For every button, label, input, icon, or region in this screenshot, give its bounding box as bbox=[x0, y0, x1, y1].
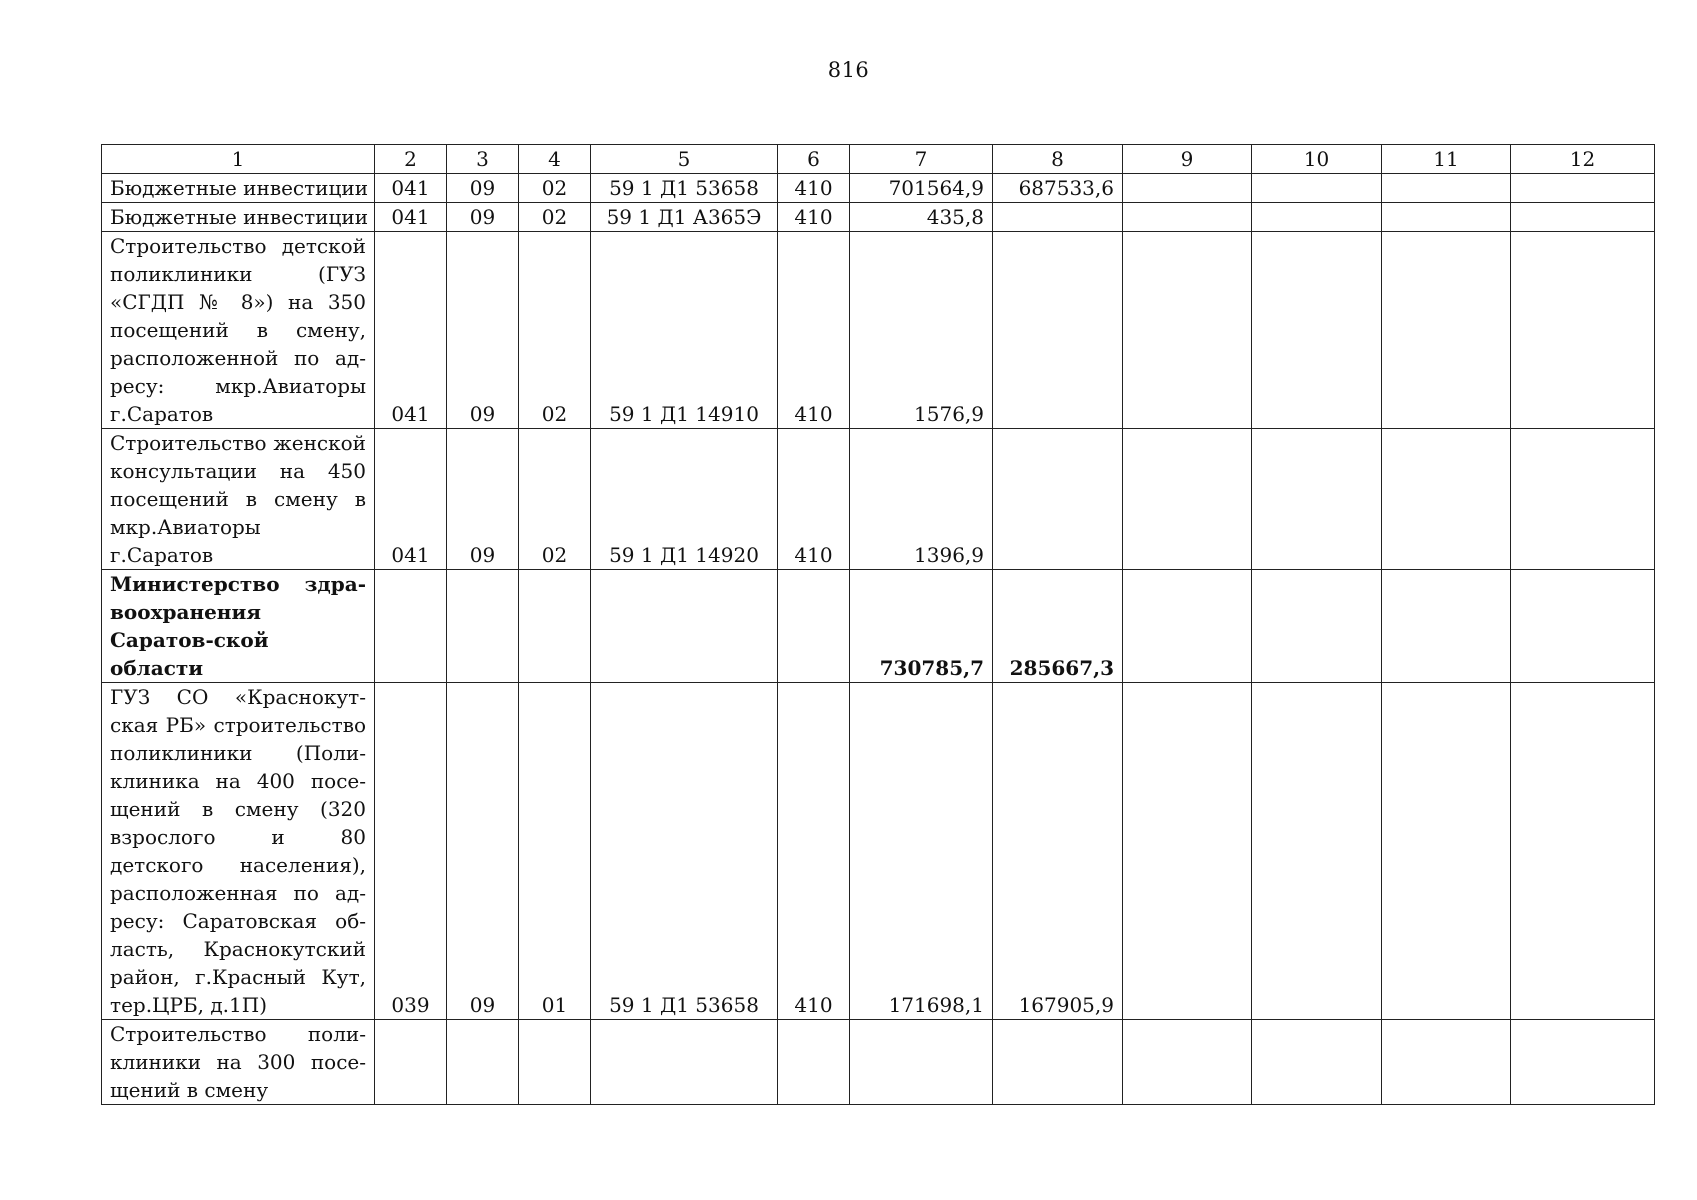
cell-section: 09 bbox=[447, 683, 519, 1020]
cell-empty bbox=[1123, 203, 1252, 232]
cell-empty bbox=[1382, 203, 1511, 232]
table-row bbox=[102, 683, 1655, 1020]
cell-subsection: 01 bbox=[519, 683, 591, 1020]
cell-target-article bbox=[591, 570, 778, 683]
cell-empty bbox=[1123, 232, 1252, 429]
column-header: 2 bbox=[375, 145, 447, 174]
cell-empty bbox=[1123, 1020, 1252, 1105]
column-header: 4 bbox=[519, 145, 591, 174]
cell-empty bbox=[1123, 683, 1252, 1020]
cell-empty bbox=[1382, 683, 1511, 1020]
cell-ministry-code bbox=[375, 570, 447, 683]
table-row bbox=[102, 174, 1655, 203]
cell-subsection bbox=[519, 570, 591, 683]
cell-empty bbox=[1382, 232, 1511, 429]
row-description: ГУЗ СО «Краснокут-ская РБ» строительство поликлиники (Поли-клиника на 400 посе-щений в смену (320 взрослого и 80 детского населения), расположенная по ад-ресу: Саратовская об-ласть, Краснокутский район, г.Красный Кут, тер.ЦРБ, д.1П) bbox=[102, 683, 375, 1020]
cell-empty bbox=[1252, 683, 1382, 1020]
cell-empty bbox=[1511, 174, 1655, 203]
row-description: Строительство женской консультации на 450 посещений в смену в мкр.Авиаторы г.Саратов bbox=[102, 429, 375, 570]
column-header: 3 bbox=[447, 145, 519, 174]
cell-empty bbox=[1382, 174, 1511, 203]
cell-empty bbox=[1382, 1020, 1511, 1105]
cell-ministry-code bbox=[375, 1020, 447, 1105]
cell-empty bbox=[1123, 174, 1252, 203]
cell-section: 09 bbox=[447, 232, 519, 429]
cell-target-article bbox=[591, 1020, 778, 1105]
table-row-ministry-total bbox=[102, 570, 1655, 683]
cell-amount-8 bbox=[993, 232, 1123, 429]
cell-target-article: 59 1 Д1 53658 bbox=[591, 683, 778, 1020]
column-header: 1 bbox=[102, 145, 375, 174]
cell-amount-7 bbox=[850, 1020, 993, 1105]
cell-amount-8 bbox=[993, 429, 1123, 570]
cell-target-article: 59 1 Д1 14920 bbox=[591, 429, 778, 570]
budget-table bbox=[101, 144, 1655, 1105]
column-header: 8 bbox=[993, 145, 1123, 174]
cell-amount-7: 435,8 bbox=[850, 203, 993, 232]
cell-subsection: 02 bbox=[519, 232, 591, 429]
table-row bbox=[102, 203, 1655, 232]
cell-empty bbox=[1252, 232, 1382, 429]
page-number: 816 bbox=[827, 58, 870, 82]
column-header: 5 bbox=[591, 145, 778, 174]
cell-subsection bbox=[519, 1020, 591, 1105]
cell-amount-8: 167905,9 bbox=[993, 683, 1123, 1020]
cell-empty bbox=[1252, 203, 1382, 232]
cell-expense-type bbox=[778, 1020, 850, 1105]
row-description: Министерство здра-воохранения Саратов-ской области bbox=[102, 570, 375, 683]
cell-ministry-code: 041 bbox=[375, 429, 447, 570]
cell-ministry-code: 041 bbox=[375, 174, 447, 203]
cell-empty bbox=[1123, 429, 1252, 570]
row-description: Строительство детской поликлиники (ГУЗ «СГДП № 8») на 350 посещений в смену, расположенной по ад-ресу: мкр.Авиаторы г.Саратов bbox=[102, 232, 375, 429]
cell-target-article: 59 1 Д1 53658 bbox=[591, 174, 778, 203]
cell-empty bbox=[1511, 232, 1655, 429]
cell-empty bbox=[1123, 570, 1252, 683]
row-description: Бюджетные инвестиции bbox=[102, 174, 375, 203]
cell-empty bbox=[1252, 570, 1382, 683]
table-row bbox=[102, 429, 1655, 570]
table-row bbox=[102, 1020, 1655, 1105]
cell-amount-8: 687533,6 bbox=[993, 174, 1123, 203]
cell-ministry-code: 041 bbox=[375, 232, 447, 429]
cell-section bbox=[447, 1020, 519, 1105]
cell-expense-type: 410 bbox=[778, 429, 850, 570]
cell-expense-type: 410 bbox=[778, 203, 850, 232]
cell-empty bbox=[1511, 683, 1655, 1020]
cell-empty bbox=[1382, 429, 1511, 570]
cell-section: 09 bbox=[447, 429, 519, 570]
cell-section: 09 bbox=[447, 203, 519, 232]
cell-empty bbox=[1511, 203, 1655, 232]
cell-target-article: 59 1 Д1 14910 bbox=[591, 232, 778, 429]
cell-target-article: 59 1 Д1 А365Э bbox=[591, 203, 778, 232]
cell-amount-7: 1396,9 bbox=[850, 429, 993, 570]
cell-expense-type bbox=[778, 570, 850, 683]
cell-section bbox=[447, 570, 519, 683]
cell-empty bbox=[1252, 174, 1382, 203]
cell-amount-7: 730785,7 bbox=[850, 570, 993, 683]
column-header: 12 bbox=[1511, 145, 1655, 174]
cell-expense-type: 410 bbox=[778, 683, 850, 1020]
cell-expense-type: 410 bbox=[778, 232, 850, 429]
cell-empty bbox=[1511, 1020, 1655, 1105]
column-number-row bbox=[102, 145, 1655, 174]
column-header: 10 bbox=[1252, 145, 1382, 174]
table-row bbox=[102, 232, 1655, 429]
cell-amount-7: 701564,9 bbox=[850, 174, 993, 203]
cell-section: 09 bbox=[447, 174, 519, 203]
row-description: Строительство поли-клиники на 300 посе-щений в смену bbox=[102, 1020, 375, 1105]
cell-subsection: 02 bbox=[519, 174, 591, 203]
cell-ministry-code: 041 bbox=[375, 203, 447, 232]
cell-ministry-code: 039 bbox=[375, 683, 447, 1020]
cell-empty bbox=[1511, 570, 1655, 683]
cell-amount-8 bbox=[993, 1020, 1123, 1105]
column-header: 9 bbox=[1123, 145, 1252, 174]
cell-amount-7: 171698,1 bbox=[850, 683, 993, 1020]
cell-amount-8 bbox=[993, 203, 1123, 232]
cell-empty bbox=[1382, 570, 1511, 683]
cell-subsection: 02 bbox=[519, 429, 591, 570]
column-header: 6 bbox=[778, 145, 850, 174]
cell-subsection: 02 bbox=[519, 203, 591, 232]
cell-empty bbox=[1252, 429, 1382, 570]
column-header: 11 bbox=[1382, 145, 1511, 174]
cell-empty bbox=[1511, 429, 1655, 570]
row-description: Бюджетные инвестиции bbox=[102, 203, 375, 232]
cell-amount-8: 285667,3 bbox=[993, 570, 1123, 683]
cell-empty bbox=[1252, 1020, 1382, 1105]
column-header: 7 bbox=[850, 145, 993, 174]
cell-amount-7: 1576,9 bbox=[850, 232, 993, 429]
cell-expense-type: 410 bbox=[778, 174, 850, 203]
